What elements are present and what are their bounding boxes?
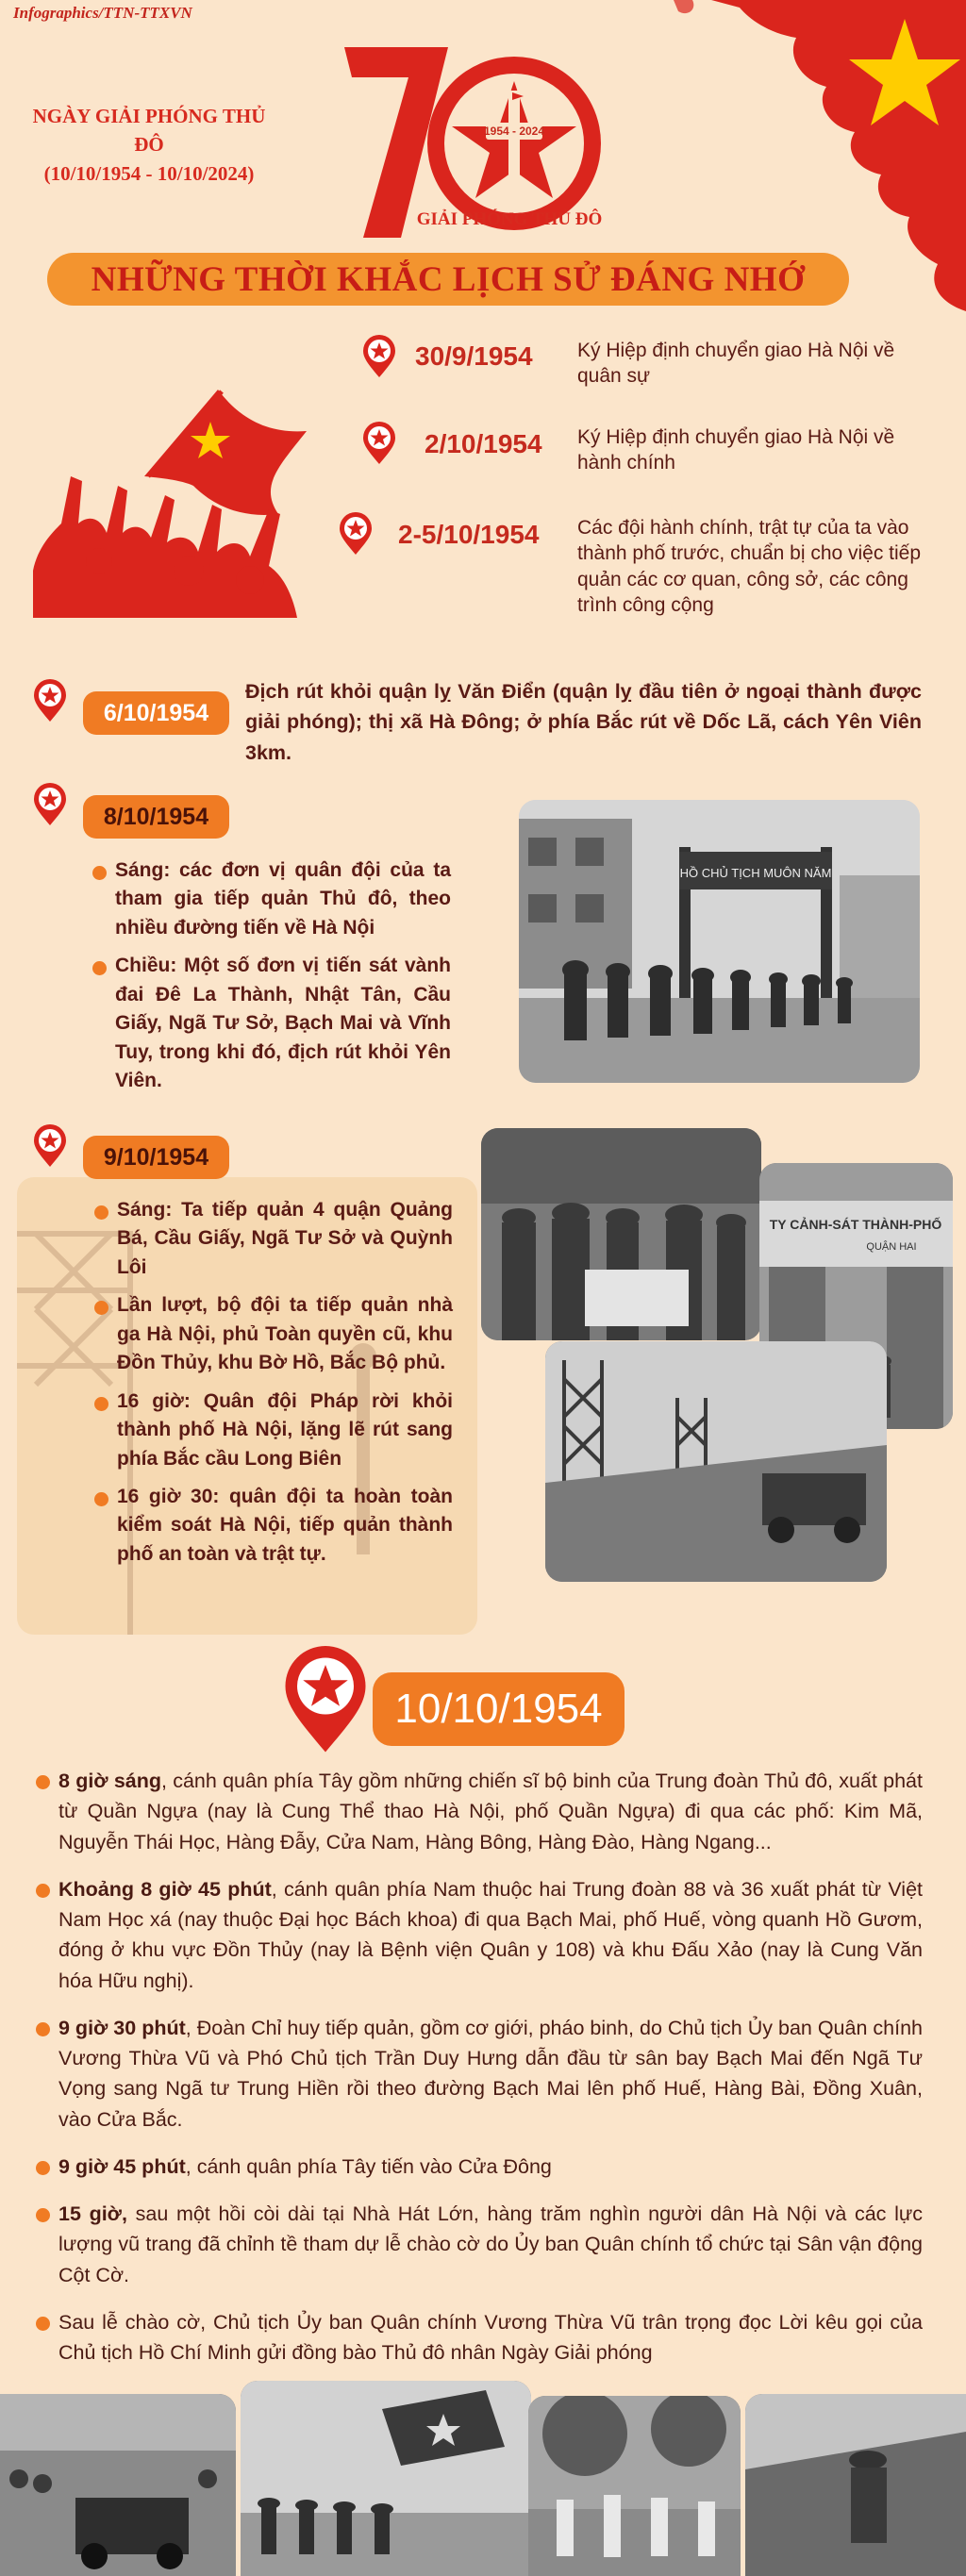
oct8-list [92,856,451,1105]
oct9-item-0: Sáng: Ta tiếp quản 4 quận Quảng Bá, Cầu Giấy, Ngã Tư Sở và Quỳnh Lôi [94,1196,453,1282]
oct10-item-4-lead: 15 giờ, [58,2202,127,2225]
oct10-item-1 [36,1874,923,1996]
photo-troops-marching [519,800,920,1083]
oct10-item-3-lead: 9 giờ 45 phút [58,2154,186,2178]
map-pin-star-icon [361,335,397,378]
oct9-list [94,1196,453,1578]
photo-banner-text: HỒ CHỦ TỊCH MUÔN NĂM [679,866,832,880]
date-pill-oct9: 9/10/1954 [83,1136,229,1179]
event-date-2: 2-5/10/1954 [398,520,540,549]
oct10-item-0 [36,1766,923,1857]
date-pill-oct6: 6/10/1954 [83,691,229,735]
photo-soldiers-map [481,1128,761,1340]
date-pill-oct10: 10/10/1954 [373,1672,625,1746]
anniversary-title [26,102,272,188]
map-pin-star-icon [32,783,68,826]
anniversary-title-line2: (10/10/1954 - 10/10/2024) [43,161,255,185]
date-pill-oct8: 8/10/1954 [83,795,229,839]
oct10-item-1-lead: Khoảng 8 giờ 45 phút [58,1877,272,1901]
photo-sign-text: TY CẢNH-SÁT THÀNH-PHỐ [769,1217,942,1232]
oct10-item-4 [36,2199,923,2290]
oct10-item-5-text: Sau lễ chào cờ, Chủ tịch Ủy ban Quân chính Vương Thừa Vũ trân trọng đọc Lời kêu gọi của Chủ tịch Hồ Chí Minh gửi đồng bào Thủ đô nhân Ngày Giải phóng [58,2310,923,2364]
oct9-item-1: Lần lượt, bộ đội ta tiếp quản nhà ga Hà Nội, phủ Toàn quyền cũ, khu Đồn Thủy, khu Bờ Hồ, Bắc Bộ phủ. [94,1291,453,1377]
oct9-item-2: 16 giờ: Quân đội Pháp rời khỏi thành phố Hà Nội, lặng lẽ rút sang phía Bắc cầu Long Biên [94,1388,453,1473]
event-date-0: 30/9/1954 [415,341,533,371]
oct9-item-3: 16 giờ 30: quân đội ta hoàn toàn kiểm soát Hà Nội, tiếp quản thành phố an toàn và trật tự. [94,1483,453,1569]
oct10-item-2-lead: 9 giờ 30 phút [58,2016,186,2039]
oct10-item-2-text: , Đoàn Chỉ huy tiếp quản, gồm cơ giới, pháo binh, do Chủ tịch Ủy ban Quân chính Vương Thừa Vũ và Phó Chủ tịch Trần Duy Hưng dẫn đầu từ sân bay Bạch Mai đến Ngã Tư Vọng sang Ngã tư Trung Hiền rồi theo đường Bạch Mai lên phố Huế, Hàng Bài, Đồng Xuân, vào Cửa Bắc. [58,2016,924,2131]
oct10-item-3 [36,2152,923,2182]
oct10-item-2 [36,2013,923,2135]
oct10-item-0-lead: 8 giờ sáng [58,1770,162,1792]
event-text-1: Ký Hiệp định chuyển giao Hà Nội về hành chính [577,426,895,474]
event-date-1: 2/10/1954 [425,429,542,458]
logo-subtitle: GIẢI PHÓNG THỦ ĐÔ [416,209,603,229]
oct10-item-5 [36,2307,923,2368]
oct10-item-3-text: , cánh quân phía Tây tiến vào Cửa Đông [185,2154,552,2178]
oct6-text: Địch rút khỏi quận lỵ Văn Điển (quận lỵ đầu tiên ở ngoại thành được giải phóng); thị xã Hà Đông; ở phía Bắc rút về Dốc Lã, cách Yên Viên 3km. [245,680,922,764]
event-row-1 [361,422,397,470]
big-map-pin-star-icon [280,1646,371,1754]
map-pin-star-icon [338,512,374,556]
oct8-item-0: Sáng: các đơn vị quân đội của ta tham gia tiếp quản Thủ đô, theo nhiều đường tiến về Hà Nội [92,856,451,942]
photo-bridge-convoy [545,1341,887,1582]
oct10-list [36,1766,923,2385]
photo-bottom-celebration [528,2396,741,2576]
raised-hands-flag-illustration [33,344,316,618]
main-title: NHỮNG THỜI KHẮC LỊCH SỬ ĐÁNG NHỚ [47,253,849,306]
event-row-0 [361,335,397,383]
photo-sign-sub: QUẬN HAI [866,1241,917,1253]
event-text-0: Ký Hiệp định chuyển giao Hà Nội về quân sự [577,340,895,388]
map-pin-star-icon [32,679,68,723]
anniversary-title-line1: NGÀY GIẢI PHÓNG THỦ ĐÔ [32,105,266,157]
map-pin-star-icon [32,1124,68,1168]
credit-text: Infographics/TTN-TTXVN [13,4,192,22]
oct10-item-4-text: sau một hồi còi dài tại Nhà Hát Lớn, hàng trăm nghìn người dân Hà Nội và các lực lượng vũ trang đã chỉnh tề tham dự lễ chào cờ do Ủy ban Quân chính tổ chức tại Sân vận động Cột Cờ. [58,2202,923,2286]
oct10-item-1-text: , cánh quân phía Nam thuộc hai Trung đoàn 88 và 36 xuất phát từ Việt Nam Học xá (nay thuộc Đại học Bách khoa) đi qua Bạch Mai, phố Huế, vòng quanh Hồ Gươm, đóng ở khu vực Đồn Thủy (nay là Bệnh viện Quân y 108) và khu Đấu Xảo (nay là Cung Văn hóa Hữu nghị). [58,1877,924,1992]
photo-bottom-soldier-flag [745,2394,966,2576]
photo-bottom-flag-parade [241,2381,531,2576]
logo-years: 1954 - 2024 [483,125,545,138]
oct8-item-1: Chiều: Một số đơn vị tiến sát vành đai Đê La Thành, Nhật Tân, Cầu Giấy, Ngã Tư Sở, Bạch Mai và Vĩnh Tuy, trong khi đó, địch rút khỏi Yên Viên. [92,952,451,1095]
oct10-item-0-text: , cánh quân phía Tây gồm những chiến sĩ bộ binh của Trung đoàn Thủ đô, xuất phát từ Quần Ngựa (nay là Cung Thể thao Hà Nội, phố Quần Ngựa) đi qua các phố: Kim Mã, Nguyễn Thái Học, Hàng Đẫy, Cửa Nam, Hàng Bông, Hàng Đào, Hàng Ngang... [58,1770,923,1853]
event-row-2 [338,512,374,560]
photo-bottom-crowd-cars [0,2394,236,2576]
map-pin-star-icon [361,422,397,465]
event-text-2: Các đội hành chính, trật tự của ta vào thành phố trước, chuẩn bị cho việc tiếp quản các cơ quan, công sở, các công trình công cộng [577,517,922,616]
